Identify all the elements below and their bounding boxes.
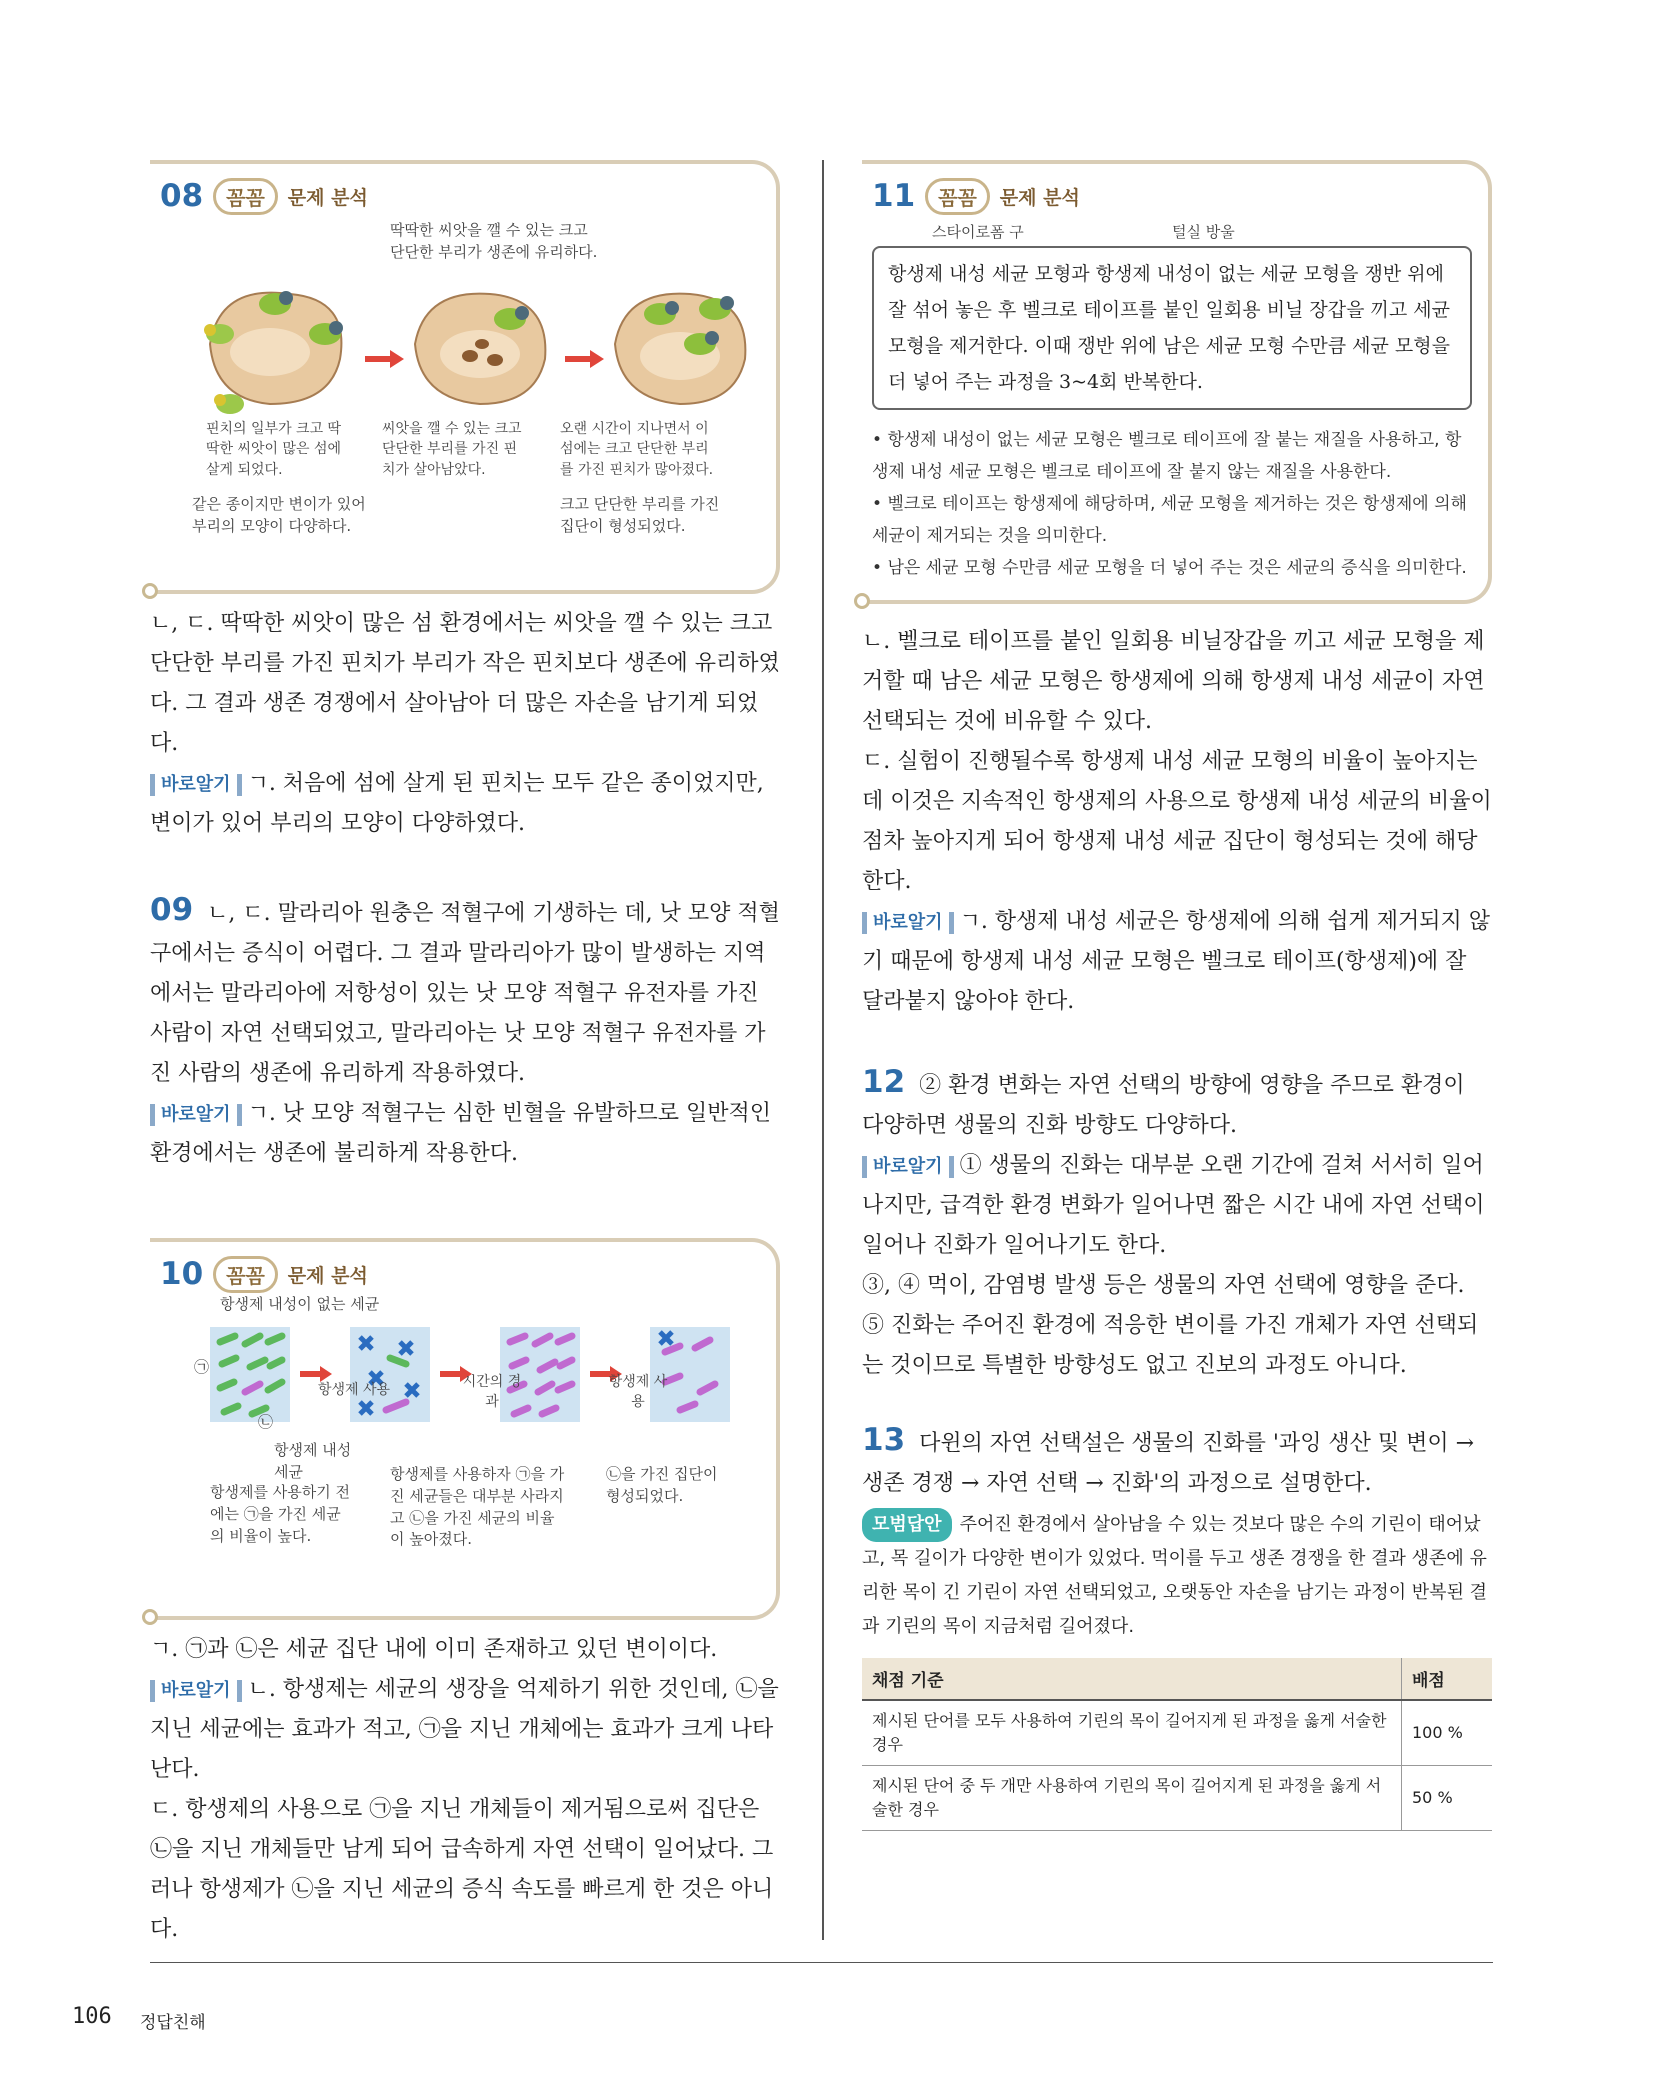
q10-mark-b: ㉡ (258, 1413, 274, 1431)
q12-extra-2: ⑤ 진화는 주어진 환경에 적응한 변이를 가진 개체가 자연 선택되는 것이므로 특별한 방향성도 없고 진보의 과정도 아니다. (862, 1313, 1479, 1378)
q09-correction-label: 바로알기 (150, 1104, 242, 1126)
q08-correction-label: 바로알기 (150, 774, 242, 796)
q10-note-group: ㉡을 가진 집단이 형성되었다. (606, 1465, 718, 1505)
q10-title: 문제 분석 (287, 1264, 368, 1287)
q10-answer-1: ㄱ. ㉠과 ㉡은 세균 집단 내에 이미 존재하고 있던 변이이다. (150, 1637, 718, 1662)
q08-title: 문제 분석 (287, 186, 368, 209)
q13-number: 13 (862, 1422, 906, 1458)
q11-answer-1: ㄴ. 벨크로 테이프를 붙인 일회용 비닐장갑을 끼고 세균 모형을 제거할 때 남은 세균 모형은 항생제에 의해 항생제 내성 세균이 자연 선택되는 것에 비유할 수 있다. (862, 629, 1485, 734)
q09-number: 09 (150, 892, 194, 928)
q08-analysis-box (150, 160, 780, 594)
right-column (862, 160, 1492, 1831)
q10-number: 10 (160, 1256, 204, 1292)
page-number: 106 (72, 2004, 112, 2029)
q11-label-a: 스타이로폼 구 (932, 223, 1024, 241)
q08-caption-2: 씨앗을 깰 수 있는 크고 단단한 부리를 가진 핀 치가 살아남았다. (382, 421, 522, 478)
q11-bullet-2: • 벨크로 테이프는 항생제에 해당하며, 세균 모형을 제거하는 것은 항생제에 의해 세균이 제거되는 것을 의미한다. (872, 494, 1467, 546)
island-3 (615, 294, 745, 404)
q08-bottom-right-note: 크고 단단한 부리를 가진 집단이 형성되었다. (560, 495, 720, 535)
q11-correction: 바로알기 ㄱ. 항생제 내성 세균은 항생제에 의해 쉽게 제거되지 않기 때문에 항생제 내성 세균 모형은 벨크로 테이프(항생제)에 잘 달라붙지 않아야 한다. (862, 909, 1491, 1014)
q10-note-resist: 항생제 내성 세균 (274, 1441, 352, 1481)
q10-correction: 바로알기 ㄴ. 항생제는 세균의 생장을 억제하기 위한 것인데, ㉡을 지닌 세균에는 효과가 적고, ㉠을 지닌 개체에는 효과가 크게 나타난다. (150, 1677, 779, 1782)
q11-analysis-box (862, 160, 1492, 604)
q11-answer-2: ㄷ. 실험이 진행될수록 항생제 내성 세균 모형의 비율이 높아지는데 이것은 지속적인 항생제의 사용으로 항생제 내성 세균의 비율이 점차 높아지게 되어 항생제 내성 세균 집단이 형성되는 것에 해당한다. (862, 749, 1492, 894)
q08-answer: ㄴ, ㄷ. 딱딱한 씨앗이 많은 섬 환경에서는 씨앗을 깰 수 있는 크고 단단한 부리를 가진 핀치가 부리가 작은 핀치보다 생존에 유리하였다. 그 결과 생존 경쟁에서 살아남아 더 많은 자손을 남기게 되었다. (150, 611, 780, 756)
island-2 (415, 294, 545, 404)
score-table-header-points: 배점 (1402, 1658, 1493, 1700)
q10-answer-2: ㄷ. 항생제의 사용으로 ㉠을 지닌 개체들이 제거됨으로써 집단은 ㉡을 지닌 개체들만 남게 되어 급속하게 자연 선택이 일어났다. 그러나 항생제가 ㉡을 지닌 세균의 증식 속도를 빠르게 한 것은 아니다. (150, 1797, 774, 1942)
q11-badge: 꼼꼼 (925, 178, 990, 215)
q08-caption-1: 핀치의 일부가 크고 딱 딱한 씨앗이 많은 섬에 살게 되었다. (206, 421, 342, 478)
q08-correction: 바로알기 ㄱ. 처음에 섬에 살게 된 핀치는 모두 같은 종이었지만, 변이가 있어 부리의 모양이 다양하였다. (150, 771, 764, 836)
q10-note-after: 항생제를 사용하자 ㉠을 가 진 세균들은 대부분 사라지 고 ㉡을 가진 세균의 비율 이 높아졌다. (390, 1465, 565, 1549)
q10-note-before: 항생제를 사용하기 전 에는 ㉠을 가진 세균 의 비율이 높다. (210, 1483, 350, 1545)
q08-badge: 꼼꼼 (213, 178, 278, 215)
score-table-header-criteria: 채점 기준 (862, 1658, 1402, 1700)
table-row: 제시된 단어를 모두 사용하여 기린의 목이 길어지게 된 과정을 옳게 서술한 경우 100 % (862, 1700, 1492, 1766)
q11-bullet-3: • 남은 세균 모형 수만큼 세균 모형을 더 넣어 주는 것은 세균의 증식을 의미한다. (872, 558, 1467, 578)
table-row: 제시된 단어 중 두 개만 사용하여 기린의 목이 길어지게 된 과정을 옳게 서술한 경우 50 % (862, 1766, 1492, 1831)
q10-mark-a: ㉠ (194, 1358, 210, 1376)
q10-analysis-box (150, 1238, 780, 1620)
q11-bullets (872, 424, 1472, 584)
q08-top-note: 딱딱한 씨앗을 깰 수 있는 크고 단단한 부리가 생존에 유리하다. (390, 221, 598, 261)
q10-badge: 꼼꼼 (213, 1256, 278, 1293)
q11-labels (932, 222, 1472, 242)
q08-bottom-left-note: 같은 종이지만 변이가 있어 부리의 모양이 다양하다. (192, 495, 366, 535)
q11-label-b: 털실 방울 (1172, 223, 1235, 241)
q13-block: 13 다윈의 자연 선택설은 생물의 진화를 '과잉 생산 및 변이 → 생존 경쟁 → 자연 선택 → 진화'의 과정으로 설명한다. (862, 1422, 1475, 1496)
q12-number: 12 (862, 1064, 906, 1100)
q11-procedure-box: 항생제 내성 세균 모형과 항생제 내성이 없는 세균 모형을 쟁반 위에 잘 섞어 놓은 후 벨크로 테이프를 붙인 일회용 비닐 장갑을 끼고 세균 모형을 제거한다. 이때 쟁반 위에 남은 세균 모형 수만큼 세균 모형을 더 넣어 주는 과정을 3~4회 반복한다. (872, 246, 1472, 410)
q09-block: 09 ㄴ, ㄷ. 말라리아 원충은 적혈구에 기생하는 데, 낫 모양 적혈구에서는 증식이 어렵다. 그 결과 말라리아가 많이 발생하는 지역에서는 말라리아에 저항성이 있는 낫 모양 적혈구 유전자를 가진 사람이 자연 선택되었고, 말라리아는 낫 모양 적혈구 유전자를 가진 사람의 생존에 유리하게 작용하였다. (150, 892, 780, 1086)
q13-model-label: 모범답안 (862, 1508, 952, 1542)
q12-extra-1: ③, ④ 먹이, 감염병 발생 등은 생물의 자연 선택에 영향을 준다. (862, 1273, 1465, 1298)
q10-correction-label: 바로알기 (150, 1680, 242, 1702)
q10-top-note: 항생제 내성이 없는 세균 (220, 1295, 380, 1313)
q12-block: 12 ② 환경 변화는 자연 선택의 방향에 영향을 주므로 환경이 다양하면 생물의 진화 방향도 다양하다. (862, 1064, 1465, 1138)
q13-score-table (862, 1658, 1492, 1831)
q11-number: 11 (872, 178, 916, 214)
q11-title: 문제 분석 (999, 186, 1080, 209)
column-divider (822, 160, 824, 1940)
q12-correction: 바로알기 ① 생물의 진화는 대부분 오랜 기간에 걸쳐 서서히 일어나지만, 급격한 환경 변화가 일어나면 짧은 시간 내에 자연 선택이 일어나 진화가 일어나기도 한다. (862, 1153, 1485, 1258)
q08-number: 08 (160, 178, 204, 214)
left-column (150, 160, 780, 1950)
q12-correction-label: 바로알기 (862, 1156, 954, 1178)
q10-step-3: 항생제 사용 (608, 1374, 668, 1411)
q10-step-1: 항생제 사용 (318, 1382, 391, 1398)
q09-correction: 바로알기 ㄱ. 낫 모양 적혈구는 심한 빈혈을 유발하므로 일반적인 환경에서는 생존에 불리하게 작용한다. (150, 1101, 772, 1166)
footer-rule (150, 1962, 1493, 1963)
q11-correction-label: 바로알기 (862, 912, 954, 934)
q13-model-answer: 모범답안 주어진 환경에서 살아남을 수 있는 것보다 많은 수의 기린이 태어났고, 목 길이가 다양한 변이가 있었다. 먹이를 두고 생존 경쟁을 한 결과 생존에 유리한 목이 긴 기린이 자연 선택되었고, 오랫동안 자손을 남기는 과정이 반복된 결과 기린의 목이 지금처럼 길어졌다. (862, 1508, 1492, 1644)
q10-step-2: 시간의 경과 (462, 1374, 522, 1411)
q11-bullet-1: • 항생제 내성이 없는 세균 모형은 벨크로 테이프에 잘 붙는 재질을 사용하고, 항생제 내성 세균 모형은 벨크로 테이프에 잘 붙지 않는 재질을 사용한다. (872, 430, 1462, 482)
q08-caption-3: 오랜 시간이 지나면서 이 섬에는 크고 단단한 부리 를 가진 핀치가 많아졌다. (560, 421, 714, 478)
finch-illustration (190, 264, 770, 424)
page-label: 정답친해 (140, 2013, 206, 2033)
